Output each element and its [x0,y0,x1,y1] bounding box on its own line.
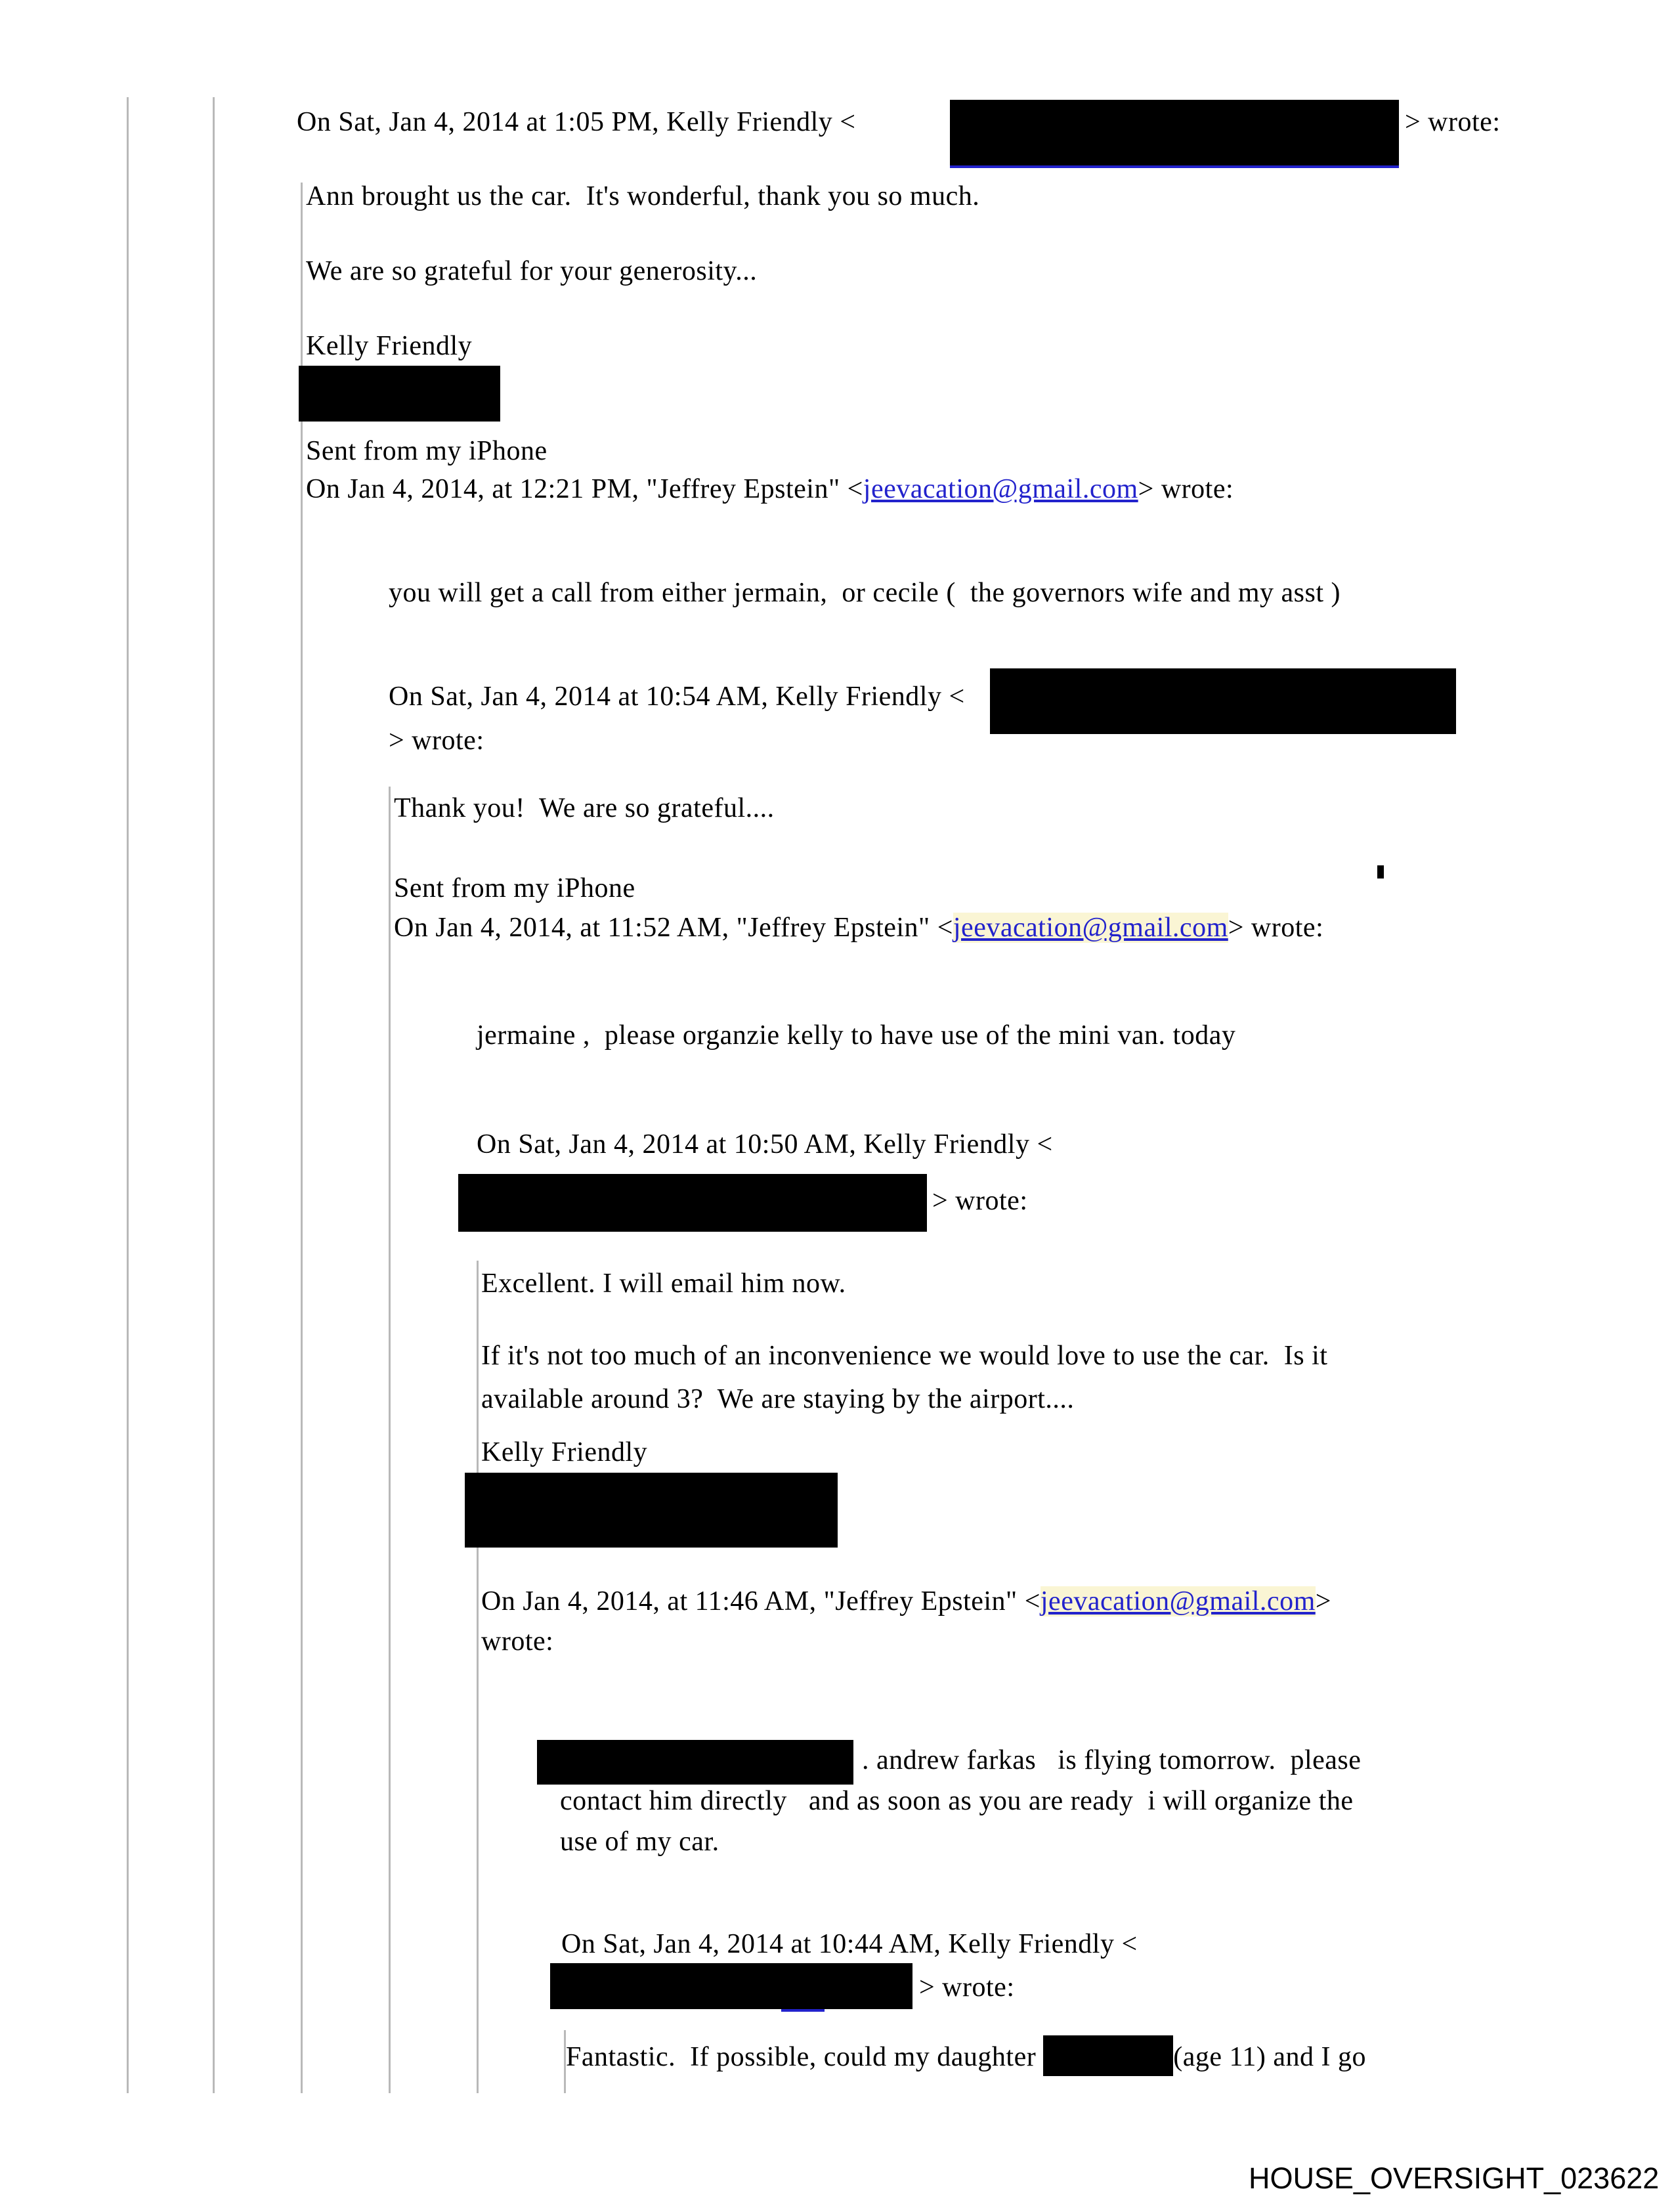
header-11-52am-prefix: On Jan 4, 2014, at 11:52 AM, "Jeffrey Epstein" < [394,913,953,943]
redaction-header-10-44am-email [550,1963,912,2009]
email-link-jeevacation-1[interactable]: jeevacation@gmail.com [863,474,1138,504]
body-fantastic-daughter [566,2035,1366,2077]
redacted-link-underline-2 [781,2009,825,2012]
body-thank-you-grateful: Thank you! We are so grateful.... [394,793,775,823]
body-you-will-get-a-call: you will get a call from either jermain, or cecile ( the governors wife and my asst ) [389,578,1341,608]
quote-bar-level-2 [213,97,215,2093]
quote-bar-level-1 [127,97,129,2093]
header-10-54am-prefix: On Sat, Jan 4, 2014 at 10:54 AM, Kelly Friendly < [389,682,965,712]
header-1-05pm-prefix: On Sat, Jan 4, 2014 at 1:05 PM, Kelly Friendly < [297,107,856,137]
header-10-54am-wrote: > wrote: [389,726,484,756]
sent-from-iphone-2: Sent from my iPhone [394,873,635,903]
redaction-signature-top [299,366,500,422]
header-10-44am-wrote: > wrote: [919,1972,1015,2003]
body-andrew-farkas-line1: . andrew farkas is flying tomorrow. please [855,1745,1362,1775]
header-11-46am [481,1581,1331,1622]
quote-bar-level-3 [301,183,303,2093]
body-fantastic-suffix: (age 11) and I go [1173,2042,1367,2072]
header-1-05pm-wrote: > wrote: [1405,107,1501,137]
redaction-header-1-05pm-email [950,100,1399,165]
redaction-header-10-54am-email [990,668,1456,734]
bates-number: HOUSE_OVERSIGHT_023622 [1249,2161,1660,2195]
body-so-grateful: We are so grateful for your generosity... [306,256,758,286]
header-12-21pm-prefix: On Jan 4, 2014, at 12:21 PM, "Jeffrey Epstein" < [306,474,863,504]
header-10-44am-prefix: On Sat, Jan 4, 2014 at 10:44 AM, Kelly Friendly < [561,1929,1138,1959]
header-11-46am-prefix: On Jan 4, 2014, at 11:46 AM, "Jeffrey Epstein" < [481,1586,1041,1616]
header-10-50am-prefix: On Sat, Jan 4, 2014 at 10:50 AM, Kelly Friendly < [477,1129,1053,1160]
body-inconvenience-line1: If it's not too much of an inconvenience we would love to use the car. Is it [481,1341,1328,1371]
signature-kelly-friendly-1: Kelly Friendly [306,331,473,361]
body-ann-brought-car: Ann brought us the car. It's wonderful, thank you so much. [306,181,980,211]
redaction-daughter-name [1043,2035,1173,2076]
header-12-21pm-wrote: > wrote: [1138,474,1234,504]
redaction-header-10-50am-email [458,1174,927,1232]
header-12-21pm [306,469,1234,510]
email-link-jeevacation-3[interactable]: jeevacation@gmail.com [1040,1586,1316,1616]
header-10-50am-wrote: > wrote: [932,1186,1028,1216]
email-link-jeevacation-2[interactable]: jeevacation@gmail.com [953,913,1228,943]
body-excellent-email-him: Excellent. I will email him now. [481,1269,846,1299]
body-andrew-farkas-line3: use of my car. [560,1827,719,1857]
header-11-46am-wrote: wrote: [481,1626,554,1657]
header-11-46am-gt: > [1315,1586,1331,1616]
header-11-52am-wrote: > wrote: [1228,913,1324,943]
header-11-52am [394,907,1323,948]
redaction-body-andrew-farkas [537,1740,853,1785]
quote-bar-level-5 [477,1261,479,2093]
quote-bar-level-4 [389,787,391,2093]
body-fantastic-prefix: Fantastic. If possible, could my daughter [566,2042,1044,2072]
body-andrew-farkas-line2: contact him directly and as soon as you are ready i will organize the [560,1786,1354,1816]
stray-mark [1377,865,1384,878]
signature-kelly-friendly-2: Kelly Friendly [481,1437,648,1467]
redacted-link-underline [950,165,1399,168]
redaction-signature-deep [465,1473,838,1548]
sent-from-iphone-1: Sent from my iPhone [306,436,547,466]
body-jermaine-organzie: jermaine , please organzie kelly to have use of the mini van. today [477,1020,1236,1051]
body-inconvenience-line2: available around 3? We are staying by the airport.... [481,1384,1075,1414]
